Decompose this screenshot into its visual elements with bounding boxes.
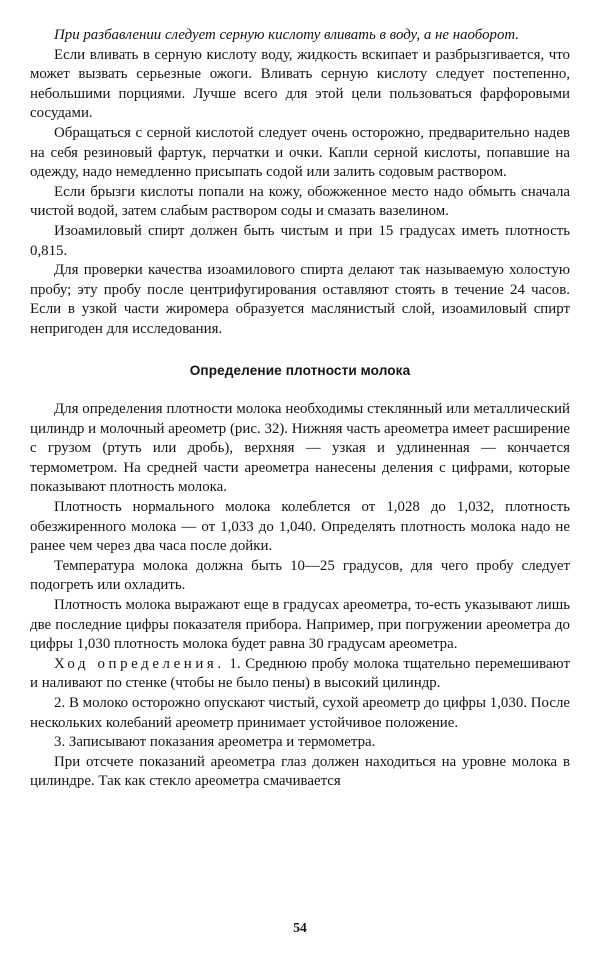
paragraph-procedure-step-2: 2. В молоко осторожно опускают чистый, сухой ареометр до цифры 1,030. После нескольких колебаний ареометр принимает устойчивое положение. [30,695,570,731]
paragraph-procedure-step-1 [30,655,570,694]
paragraph-temperature: Температура молока должна быть 10—25 градусов, для чего пробу следует подогреть или охладить. [30,557,570,594]
paragraph-equipment: Для определения плотности молока необходимы стеклянный или металлический цилиндр и молочный ареометр (рис. 32). Нижняя часть ареометра имеет расширение с грузом (ртуть или дробь), верхняя — узкая и удлиненная — кончается термометром. На средней части ареометра нанесены деления с цифрами, которые показывают плотность молока. [30,401,570,496]
paragraph-procedure-step-3: 3. Записывают показания ареометра и термометра. [54,734,376,751]
procedure-label: Ход определения. [54,655,225,672]
procedure-step-1-text: 1. Среднюю пробу молока тщательно перемешивают и наливают по стенке (чтобы не было пены) в высокий цилиндр. [30,655,570,692]
paragraph-normal-density: Плотность нормального молока колеблется от 1,028 до 1,032, плотность обезжиренного молока — от 1,033 до 1,040. Определять плотность молока надо не ранее чем через два часа после дойки. [30,499,570,555]
paragraph-reading: При отсчете показаний ареометра глаз должен находиться на уровне молока в цилиндре. Так как стекло ареометра смачивается [30,753,570,790]
paragraph-blank-test: Для проверки качества изоамилового спирта делают так называемую холостую пробу; эту пробу после центрифугирования оставляют стоять в течение 24 часов. Если в узкой части жиромера образуется маслянистый слой, изоамиловый спирт непригоден для исследования. [30,262,570,337]
section-heading: Определение плотности молока [189,362,411,378]
paragraph-degrees: Плотность молока выражают еще в градусах ареометра, то-есть указывают лишь две последние цифры показателя прибора. Например, при погружении ареометра до цифры 1,030 плотность молока будет равна 30 градусам ареометра. [30,597,570,653]
paragraph-handling: Обращаться с серной кислотой следует очень осторожно, предварительно надев на себя резиновый фартук, перчатки и очки. Капли серной кислоты, попавшие на одежду, надо немедленно присыпать содой или залить содовым раствором. [30,124,570,181]
paragraph-skin-burn: Если брызги кислоты попали на кожу, обожженное место надо обмыть сначала чистой водой, затем слабым раствором соды и смазать вазелином. [30,183,570,220]
page-number: 54 [293,920,307,935]
paragraph-splashing: Если вливать в серную кислоту воду, жидкость вскипает и разбрызгивается, что может вызвать серьезные ожоги. Вливать серную кислоту следует постепенно, небольшими порциями. Лучше всего для этой цели пользоваться фарфоровыми сосудами. [30,46,570,122]
paragraph-isoamyl-density: Изоамиловый спирт должен быть чистым и при 15 градусах иметь плотность 0,815. [30,222,570,259]
caution-note: При разбавлении следует серную кислоту вливать в воду, а не наоборот. [54,27,520,43]
